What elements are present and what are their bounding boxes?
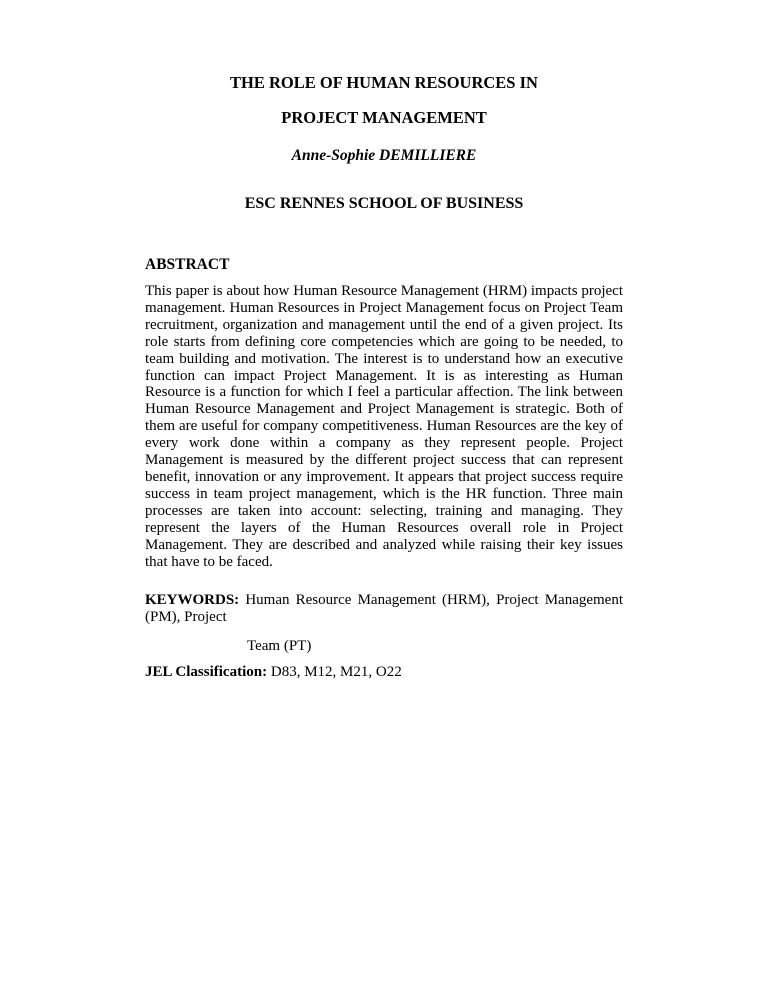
jel-label: JEL Classification: — [145, 664, 268, 681]
abstract-heading: ABSTRACT — [145, 256, 230, 273]
paper-title-line-2: PROJECT MANAGEMENT — [281, 108, 487, 127]
paper-title-line-1: THE ROLE OF HUMAN RESOURCES IN — [230, 73, 538, 92]
jel-classification-line — [145, 664, 623, 681]
keywords-text: Human Resource Management (HRM), Project Management (PM), Project — [145, 592, 623, 626]
keywords-paragraph — [145, 592, 623, 626]
keywords-continuation: Team (PT) — [247, 638, 312, 655]
keywords-label: KEYWORDS: — [145, 592, 240, 609]
page-content — [145, 0, 623, 681]
abstract-text: This paper is about how Human Resource Management (HRM) impacts project management. Human Resources in Project Management focus on Project Team recruitment, organization and management until the end of a given project. Its role starts from defining core competencies which are going to be needed, to team building and motivation. The interest is to understand how an executive function can impact Project Management. It is as interesting as Human Resource is a function for which I feel a particular affection. The link between Human Resource Management and Project Management is strategic. Both of them are useful for company competitiveness. Human Resources are the key of every work done within a company as they represent people. Project Management is measured by the different project success that can represent benefit, innovation or any improvement. It appears that project success require success in team project management, which is the HR function. Three main processes are taken into account: selecting, training and managing. They represent the layers of the Human Resources overall role in Project Management. They are described and analyzed while raising their key issues that have to be faced. — [145, 283, 623, 570]
jel-codes: D83, M12, M21, O22 — [270, 664, 402, 681]
institution-name: ESC RENNES SCHOOL OF BUSINESS — [244, 195, 524, 212]
author-name: Anne-Sophie DEMILLIERE — [291, 147, 477, 164]
